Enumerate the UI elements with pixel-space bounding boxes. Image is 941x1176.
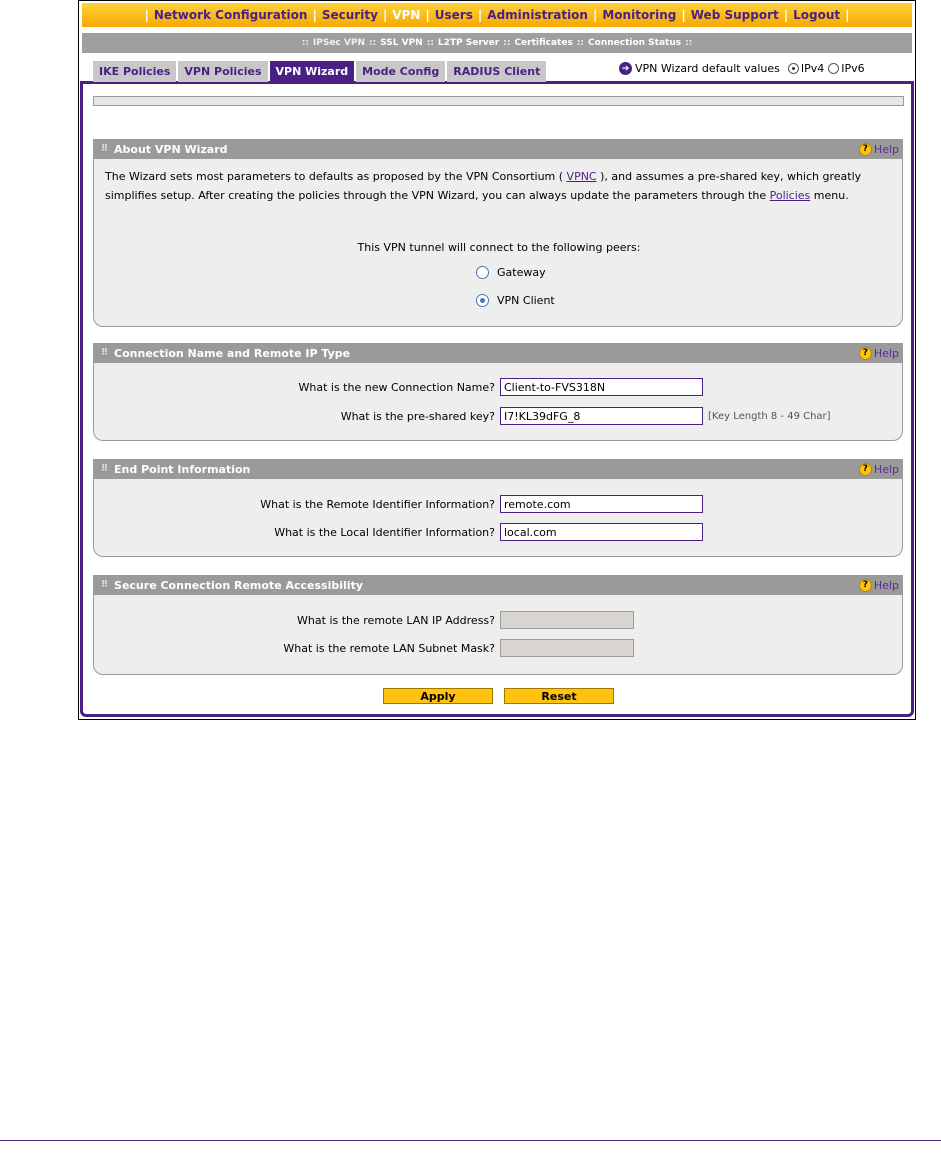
connection-section-body	[93, 363, 903, 441]
local-identifier-label: What is the Local Identifier Information?	[274, 525, 495, 539]
subnav-item-ssl-vpn[interactable]: SSL VPN	[380, 38, 423, 48]
about-text-1: The Wizard sets most parameters to defaults as proposed by the VPN Consortium (	[105, 170, 564, 183]
vpn-client-radio[interactable]	[476, 294, 489, 307]
subnav-separator: ::	[301, 38, 309, 48]
remote-lan-mask-label: What is the remote LAN Subnet Mask?	[283, 641, 495, 655]
sub-nav	[82, 33, 912, 53]
connection-name-input[interactable]: Client-to-FVS318N	[500, 378, 703, 396]
connection-name-row	[94, 377, 904, 397]
key-length-hint: [Key Length 8 - 49 Char]	[708, 410, 831, 422]
nav-item-users[interactable]: Users	[434, 8, 473, 22]
local-identifier-row	[94, 522, 904, 542]
remote-lan-mask-input[interactable]	[500, 639, 634, 657]
nav-item-administration[interactable]: Administration	[487, 8, 588, 22]
connection-help-link[interactable]	[859, 347, 899, 360]
help-icon: ?	[859, 347, 872, 360]
apply-button[interactable]: Apply	[383, 688, 493, 704]
gateway-label: Gateway	[497, 266, 546, 279]
connection-section-header	[93, 343, 903, 363]
nav-item-security[interactable]: Security	[321, 8, 378, 22]
secure-section-title: Secure Connection Remote Accessibility	[114, 578, 363, 592]
ipv6-label: IPv6	[841, 62, 865, 75]
subnav-separator: ::	[426, 38, 434, 48]
nav-separator: |	[845, 8, 850, 22]
endpoint-section-body	[93, 479, 903, 557]
subnav-separator: ::	[576, 38, 585, 48]
nav-separator: |	[477, 8, 483, 22]
vpn-client-label: VPN Client	[497, 294, 555, 307]
nav-item-logout[interactable]: Logout	[793, 8, 841, 22]
remote-lan-ip-row	[94, 610, 904, 630]
grip-icon: ⠿	[101, 144, 108, 154]
about-description	[105, 167, 885, 205]
wizard-defaults-area	[619, 62, 865, 75]
gateway-radio[interactable]	[476, 266, 489, 279]
policies-link[interactable]: Policies	[769, 189, 811, 202]
nav-separator: |	[144, 8, 149, 22]
subnav-separator: ::	[368, 38, 377, 48]
remote-identifier-label: What is the Remote Identifier Information?	[260, 497, 495, 511]
grip-icon: ⠿	[101, 580, 108, 590]
secure-section-body	[93, 595, 903, 675]
nav-separator: |	[592, 8, 598, 22]
about-section-header	[93, 139, 903, 159]
remote-lan-mask-row	[94, 638, 904, 658]
about-section-body	[93, 159, 903, 327]
help-icon: ?	[859, 143, 872, 156]
tab-radius-client[interactable]: RADIUS Client	[447, 61, 546, 82]
grip-icon: ⠿	[101, 348, 108, 358]
tab-vpn-policies[interactable]: VPN Policies	[178, 61, 267, 82]
remote-lan-ip-label: What is the remote LAN IP Address?	[297, 613, 495, 627]
subnav-separator: ::	[685, 38, 693, 48]
reset-button[interactable]: Reset	[504, 688, 614, 704]
about-section-title: About VPN Wizard	[114, 142, 228, 156]
about-text-3: menu.	[813, 189, 849, 202]
tab-ike-policies[interactable]: IKE Policies	[93, 61, 176, 82]
subnav-item-certificates[interactable]: Certificates	[514, 38, 573, 48]
tab-vpn-wizard[interactable]: VPN Wizard	[270, 61, 355, 82]
help-label: Help	[873, 462, 899, 476]
subnav-item-l2tp-server[interactable]: L2TP Server	[437, 38, 500, 48]
subnav-item-ipsec-vpn[interactable]: IPSec VPN	[312, 38, 365, 48]
about-help-link[interactable]	[859, 143, 899, 156]
nav-separator: |	[783, 8, 789, 22]
peer-option-gateway[interactable]	[476, 266, 546, 279]
preshared-key-label: What is the pre-shared key?	[340, 409, 495, 423]
grip-icon: ⠿	[101, 464, 108, 474]
tab-mode-config[interactable]: Mode Config	[356, 61, 445, 82]
vpnc-link[interactable]: VPNC	[566, 170, 597, 183]
nav-separator: |	[312, 8, 317, 22]
nav-separator: |	[425, 8, 430, 22]
nav-item-monitoring[interactable]: Monitoring	[602, 8, 677, 22]
remote-lan-ip-input[interactable]	[500, 611, 634, 629]
page-footer-divider	[0, 1140, 941, 1141]
wizard-defaults-link[interactable]: VPN Wizard default values	[635, 62, 780, 75]
peers-prompt: This VPN tunnel will connect to the following peers:	[357, 241, 641, 254]
tab-row	[93, 61, 548, 82]
subnav-separator: ::	[503, 38, 511, 48]
remote-identifier-row	[94, 494, 904, 514]
ipv4-radio[interactable]	[788, 63, 799, 74]
about-text-2: ), and assumes a pre-shared key, which greatly simplifies setup. After creating the policies through the VPN Wizard, you can always update the parameters through the	[105, 170, 862, 202]
nav-separator: |	[382, 8, 388, 22]
top-nav	[82, 3, 912, 27]
connection-name-label: What is the new Connection Name?	[298, 380, 495, 394]
endpoint-help-link[interactable]	[859, 463, 899, 476]
local-identifier-input[interactable]: local.com	[500, 523, 703, 541]
help-icon: ?	[859, 463, 872, 476]
connection-section-title: Connection Name and Remote IP Type	[114, 346, 351, 360]
peer-option-vpn-client[interactable]	[476, 294, 555, 307]
secure-help-link[interactable]	[859, 579, 899, 592]
remote-identifier-input[interactable]: remote.com	[500, 495, 703, 513]
ipv6-radio[interactable]	[828, 63, 839, 74]
wizard-progress-bar	[93, 96, 904, 106]
ipv4-label: IPv4	[800, 62, 825, 75]
preshared-key-row	[94, 406, 904, 426]
help-label: Help	[873, 142, 899, 156]
secure-section-header	[93, 575, 903, 595]
endpoint-section-title: End Point Information	[114, 462, 251, 476]
help-icon: ?	[859, 579, 872, 592]
subnav-item-connection-status[interactable]: Connection Status	[588, 38, 682, 48]
endpoint-section-header	[93, 459, 903, 479]
nav-item-vpn[interactable]: VPN	[392, 8, 421, 22]
nav-item-network-configuration[interactable]: Network Configuration	[153, 8, 308, 22]
arrow-right-icon[interactable]: ➔	[619, 62, 632, 75]
preshared-key-input[interactable]: I7!KL39dFG_8	[500, 407, 703, 425]
help-label: Help	[873, 578, 899, 592]
nav-separator: |	[681, 8, 686, 22]
nav-item-web-support[interactable]: Web Support	[690, 8, 779, 22]
help-label: Help	[873, 346, 899, 360]
